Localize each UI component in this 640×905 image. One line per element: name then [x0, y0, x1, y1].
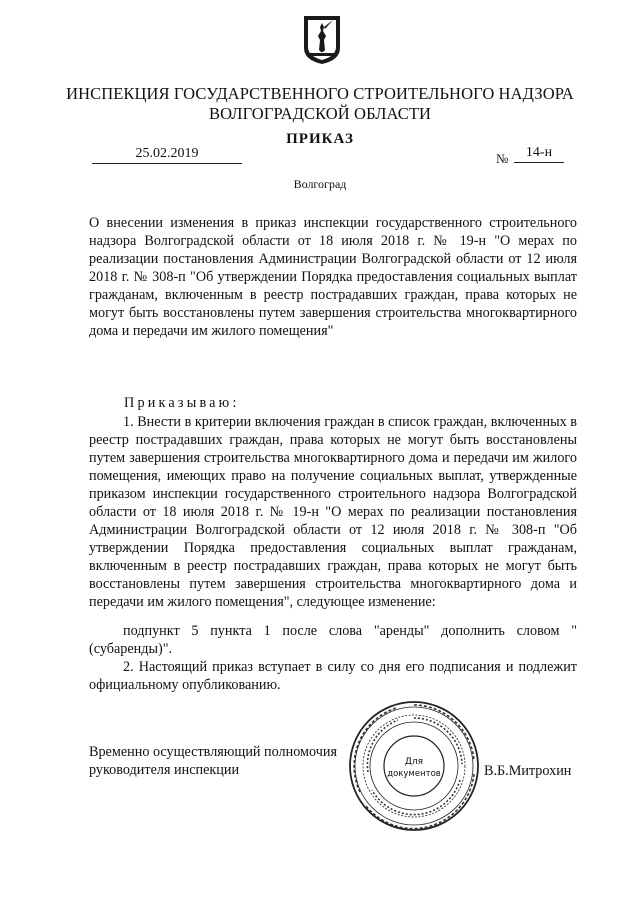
signer-title-line1: Временно осуществляющий полномочия: [89, 744, 338, 760]
coat-of-arms-icon: [302, 14, 342, 66]
org-name-line2: ВОЛГОГРАДСКОЙ ОБЛАСТИ: [208, 104, 432, 123]
document-subject: О внесении изменения в приказ инспекции государственного строительного надзора Волгоградской области от 18 июля 2018 г. № 19-н "О мерах по реализации постановления Администрации Волгоградской области от 12 июля 2018 г. № 308-п "Об утверждении Порядка предоставления социальных выплат гражданам, включенным в реестр пострадавших граждан, права которых не могут быть восстановлены путем завершения строительства многоквартирного дома и передачи им жилого помещения": [89, 215, 577, 339]
order-item-1: 1. Внести в критерии включения граждан в список граждан, включенных в реестр пострадавших граждан, права которых не могут быть восстановлены путем завершения строительства многоквартирного дома и передачи им жилого помещения, имеющих право на получение социальных выплат, утвержденные приказом инспекции государственного строительного надзора Волгоградской области от 18 июля 2018 г. № 19-н "О мерах по реализации постановления Администрации Волгоградской области от 12 июля 2018 г. № 308-п "Об утверждении Порядка предоставления социальных выплат гражданам, включенным в реестр пострадавших граждан, права которых не могут быть восстановлены путем завершения строительства многоквартирного дома и передачи им жилого помещения", следующее изменение:: [89, 414, 577, 610]
order-word: Приказываю:: [124, 395, 240, 411]
document-title: ПРИКАЗ: [286, 131, 354, 147]
official-stamp-icon: [346, 698, 482, 834]
order-item-2: 2. Настоящий приказ вступает в силу со дня его подписания и подлежит официальному опубликованию.: [89, 659, 577, 693]
stamp-text-line2: документов: [387, 769, 441, 779]
document-date: 25.02.2019: [92, 146, 242, 164]
stamp-text-line1: Для: [404, 757, 424, 767]
order-item-1-subpoint: подпункт 5 пункта 1 после слова "аренды" дополнить словом "(субаренды)".: [89, 623, 577, 657]
document-number: 14-н: [514, 145, 564, 163]
org-name-line1: ИНСПЕКЦИЯ ГОСУДАРСТВЕННОГО СТРОИТЕЛЬНОГО НАДЗОРА: [66, 84, 574, 103]
number-sign: №: [496, 151, 509, 166]
signer-title-line2: руководителя инспекции: [89, 762, 240, 778]
document-city: Волгоград: [293, 177, 347, 191]
signer-name: В.Б.Митрохин: [484, 763, 572, 779]
signer-title: [89, 743, 337, 779]
